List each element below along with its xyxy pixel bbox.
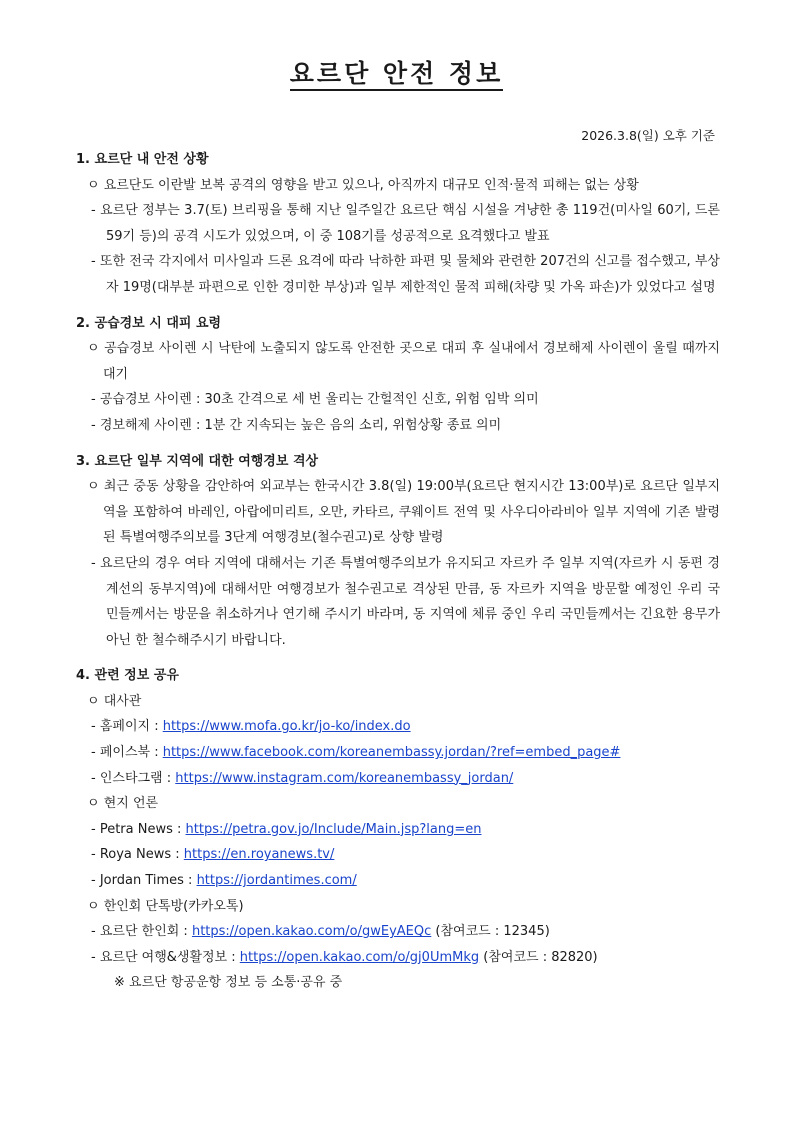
roya-news-row: - Roya News : https://en.royanews.tv/	[91, 847, 335, 863]
embassy-facebook-link[interactable]: https://www.facebook.com/koreanembassy.jordan/?ref=embed_page#	[162, 745, 621, 761]
jordan-times-link[interactable]: https://jordantimes.com/	[196, 873, 357, 889]
section-heading: 4. 관련 정보 공유	[76, 668, 179, 684]
embassy-facebook-row: - 페이스북 : https://www.facebook.com/koreanembassy.jordan/?ref=embed_page#	[91, 745, 621, 761]
document-title: 요르단 안전 정보	[0, 54, 793, 90]
section-heading: 2. 공습경보 시 대피 요령	[76, 315, 222, 331]
travel-info-row: - 요르단 여행&생활정보 : https://open.kakao.com/o/gj0UmMkg (참여코드 : 82820)	[91, 949, 598, 965]
korean-association-link[interactable]: https://open.kakao.com/o/gwEyAEQc	[191, 924, 432, 940]
media-label: ㅇ 현지 언론	[87, 796, 159, 812]
bullet-item: ㅇ 최근 중동 상황을 감안하여 외교부는 한국시간 3.8(일) 19:00부(요르단 현지시간 13:00부)로 요르단 일부지역을 포함하여 바레인, 아랍에미리트, 오만, 카타르, 쿠웨이트 전역 및 사우디아라비아 일부 지역에 기존 발령된 특별여행주의보를 3단계 여행경보(철수권고)로 상향 발령	[87, 479, 720, 546]
petra-news-link[interactable]: https://petra.gov.jo/Include/Main.jsp?lang=en	[185, 821, 482, 837]
section-heading: 3. 요르단 일부 지역에 대한 여행경보 격상	[76, 453, 319, 469]
chat-label: ㅇ 한인회 단톡방(카카오톡)	[87, 898, 244, 914]
sub-item: - 요르단 정부는 3.7(토) 브리핑을 통해 지난 일주일간 요르단 핵심 시설을 겨냥한 총 119건(미사일 60기, 드론 59기 등)의 공격 시도가 있었으며, 이 중 108기를 성공적으로 요격했다고 발표	[91, 203, 720, 244]
sub-item: - 경보해제 사이렌 : 1분 간 지속되는 높은 음의 소리, 위험상황 종료 의미	[91, 417, 502, 433]
note: ※ 요르단 항공운항 정보 등 소통·공유 중	[114, 975, 343, 991]
bullet-item: ㅇ 공습경보 사이렌 시 낙탄에 노출되지 않도록 안전한 곳으로 대피 후 실내에서 경보해제 사이렌이 울릴 때까지 대기	[87, 341, 720, 382]
embassy-instagram-row: - 인스타그램 : https://www.instagram.com/koreanembassy_jordan/	[91, 770, 514, 786]
embassy-label: ㅇ 대사관	[87, 693, 142, 709]
embassy-homepage-row: - 홈페이지 : https://www.mofa.go.kr/jo-ko/index.do	[91, 719, 411, 735]
sub-item: - 요르단의 경우 여타 지역에 대해서는 기존 특별여행주의보가 유지되고 자르카 주 일부 지역(자르카 시 동편 경계선의 동부지역)에 대해서만 여행경보가 철수권고로 격상된 만큼, 동 자르카 지역을 방문할 예정인 우리 국민들께서는 방문을 취소하거나 연기해 주시기 바라며, 동 지역에 체류 중인 우리 국민들께서는 긴요한 용무가 아닌 한 철수해주시기 바랍니다.	[91, 555, 720, 648]
section-heading: 1. 요르단 내 안전 상황	[76, 152, 209, 167]
document-body	[76, 147, 720, 996]
bullet-item: ㅇ 요르단도 이란발 보복 공격의 영향을 받고 있으나, 아직까지 대규모 인적·물적 피해는 없는 상황	[87, 177, 639, 193]
travel-info-link[interactable]: https://open.kakao.com/o/gj0UmMkg	[239, 949, 480, 965]
sub-item: - 공습경보 사이렌 : 30초 간격으로 세 번 울리는 간헐적인 신호, 위험 임박 의미	[91, 392, 539, 408]
embassy-instagram-link[interactable]: https://www.instagram.com/koreanembassy_jordan/	[175, 770, 514, 786]
jordan-times-row: - Jordan Times : https://jordantimes.com/	[91, 873, 357, 889]
sub-item: - 또한 전국 각지에서 미사일과 드론 요격에 따라 낙하한 파편 및 물체와 관련한 207건의 신고를 접수했고, 부상자 19명(대부분 파편으로 인한 경미한 부상)과 일부 제한적인 물적 피해(차량 및 가옥 파손)가 있었다고 설명	[91, 254, 720, 295]
date-stamp: 2026.3.8(일) 오후 기준	[581, 128, 715, 143]
roya-news-link[interactable]: https://en.royanews.tv/	[183, 847, 335, 863]
petra-news-row: - Petra News : https://petra.gov.jo/Include/Main.jsp?lang=en	[91, 821, 482, 837]
embassy-homepage-link[interactable]: https://www.mofa.go.kr/jo-ko/index.do	[162, 719, 411, 735]
korean-association-row: - 요르단 한인회 : https://open.kakao.com/o/gwEyAEQc (참여코드 : 12345)	[91, 924, 550, 940]
